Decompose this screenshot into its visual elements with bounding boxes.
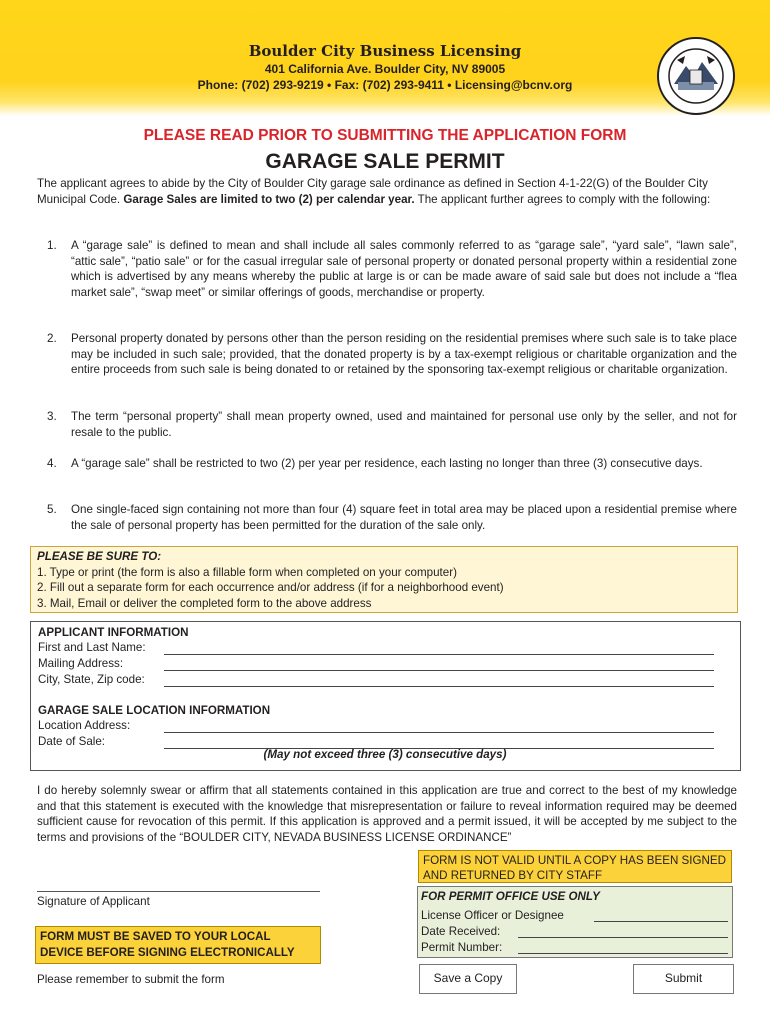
- submit-button[interactable]: Submit: [633, 964, 734, 994]
- name-field[interactable]: [164, 654, 714, 655]
- item-text: One single-faced sign containing not more than four (4) square feet in total area may be placed upon a residential premise where the sale of personal property has been permitted for the duration of the sale only.: [71, 503, 737, 532]
- read-notice: PLEASE READ PRIOR TO SUBMITTING THE APPLICATION FORM: [143, 127, 627, 144]
- location-address-label: Location Address:: [38, 719, 131, 732]
- save-warning: FORM MUST BE SAVED TO YOUR LOCAL DEVICE BEFORE SIGNING ELECTRONICALLY: [35, 926, 321, 964]
- permit-number-field[interactable]: [518, 953, 728, 954]
- instructions-heading: PLEASE BE SURE TO:: [37, 550, 162, 563]
- item-text: A “garage sale” is defined to mean and shall include all sales commonly referred to as “garage sale”, “yard sale”, “lawn sale”, “attic sale”, “patio sale” or for the casual irregular sale of personal property or donated personal property within a residential zone which is advertised by any means whereby the public at large is or can be made aware of said sale but does not include a “flea market sale”, “swap meet” or similar offerings of goods, merchandise or property.: [71, 239, 737, 299]
- intro-limit-bold: Garage Sales are limited to two (2) per calendar year.: [123, 192, 415, 206]
- instruction-line: 2. Fill out a separate form for each occurrence and/or address (if for a neighborhood event): [37, 581, 504, 595]
- declaration-text: I do hereby solemnly swear or affirm that all statements contained in this application are true and correct to the best of my knowledge and that this statement is executed with the knowledge that misrepresentation or failure to reveal information required may be deemed sufficient cause for revocation of this permit. If this application is approved and a permit issued, it will be accepted by me subject to the terms and provisions of the “BOULDER CITY, NEVADA BUSINESS LICENSE ORDINANCE”: [37, 784, 737, 844]
- agency-address: 401 California Ave. Boulder City, NV 89005: [264, 62, 506, 76]
- letterhead: [0, 0, 770, 116]
- validity-notice: FORM IS NOT VALID UNTIL A COPY HAS BEEN SIGNED AND RETURNED BY CITY STAFF: [418, 850, 732, 883]
- intro-paragraph: [37, 176, 727, 207]
- city-label: City, State, Zip code:: [38, 673, 145, 686]
- officer-label: License Officer or Designee: [421, 909, 564, 922]
- date-received-field[interactable]: [518, 937, 728, 938]
- list-item: [47, 409, 737, 440]
- permit-number-label: Permit Number:: [421, 941, 503, 954]
- instructions-box: [30, 546, 738, 613]
- city-state-zip-field[interactable]: [164, 686, 714, 687]
- list-item: [47, 456, 737, 472]
- list-item: [47, 502, 737, 533]
- item-number: 2.: [47, 332, 57, 345]
- agency-contact: Phone: (702) 293-9219 • Fax: (702) 293-9411 • Licensing@bcnv.org: [197, 78, 573, 92]
- list-item: [47, 238, 737, 300]
- officer-field[interactable]: [594, 921, 728, 922]
- item-number: 3.: [47, 410, 57, 423]
- name-label: First and Last Name:: [38, 641, 146, 654]
- signature-label: Signature of Applicant: [37, 895, 150, 908]
- agency-name: Boulder City Business Licensing: [248, 42, 522, 60]
- intro-text-1: The applicant agrees to abide by the City of Boulder City garage sale ordinance as defined in Section 4-1-22(G) of the Boulder City Municipal Code.: [37, 177, 708, 206]
- office-heading: FOR PERMIT OFFICE USE ONLY: [421, 890, 600, 903]
- item-text: Personal property donated by persons other than the person residing on the residential premises where such sale is to take place may be included in such sale; provided, that the donated property is by a tax-exempt religious or charitable organization and the entire proceeds from such sale is being donated to or retained by the sponsoring tax-exempt religious or charitable organization.: [71, 332, 737, 377]
- instruction-line: 3. Mail, Email or deliver the completed form to the above address: [37, 596, 372, 610]
- city-seal-logo: [656, 36, 736, 116]
- submit-reminder: Please remember to submit the form: [37, 973, 225, 986]
- mailing-label: Mailing Address:: [38, 657, 124, 670]
- save-copy-button[interactable]: Save a Copy: [419, 964, 517, 994]
- location-address-field[interactable]: [164, 732, 714, 733]
- intro-text-2: The applicant further agrees to comply with the following:: [414, 192, 711, 206]
- item-number: 1.: [47, 239, 57, 252]
- location-heading: GARAGE SALE LOCATION INFORMATION: [38, 704, 271, 717]
- item-text: A “garage sale” shall be restricted to two (2) per year per residence, each lasting no longer than three (3) consecutive days.: [71, 457, 703, 470]
- item-number: 5.: [47, 503, 57, 516]
- instruction-line: 1. Type or print (the form is also a fillable form when completed on your computer): [37, 565, 457, 579]
- signature-field[interactable]: [37, 891, 320, 892]
- date-note: (May not exceed three (3) consecutive days): [263, 748, 507, 761]
- office-use-box: [417, 886, 733, 958]
- applicant-heading: APPLICANT INFORMATION: [38, 626, 189, 639]
- date-received-label: Date Received:: [421, 925, 501, 938]
- item-text: The term “personal property” shall mean property owned, used and maintained for personal use only by the seller, and not for resale to the public.: [71, 410, 737, 439]
- page-title: GARAGE SALE PERMIT: [265, 150, 505, 173]
- item-number: 4.: [47, 457, 57, 470]
- date-of-sale-label: Date of Sale:: [38, 735, 106, 748]
- mailing-address-field[interactable]: [164, 670, 714, 671]
- list-item: [47, 331, 737, 378]
